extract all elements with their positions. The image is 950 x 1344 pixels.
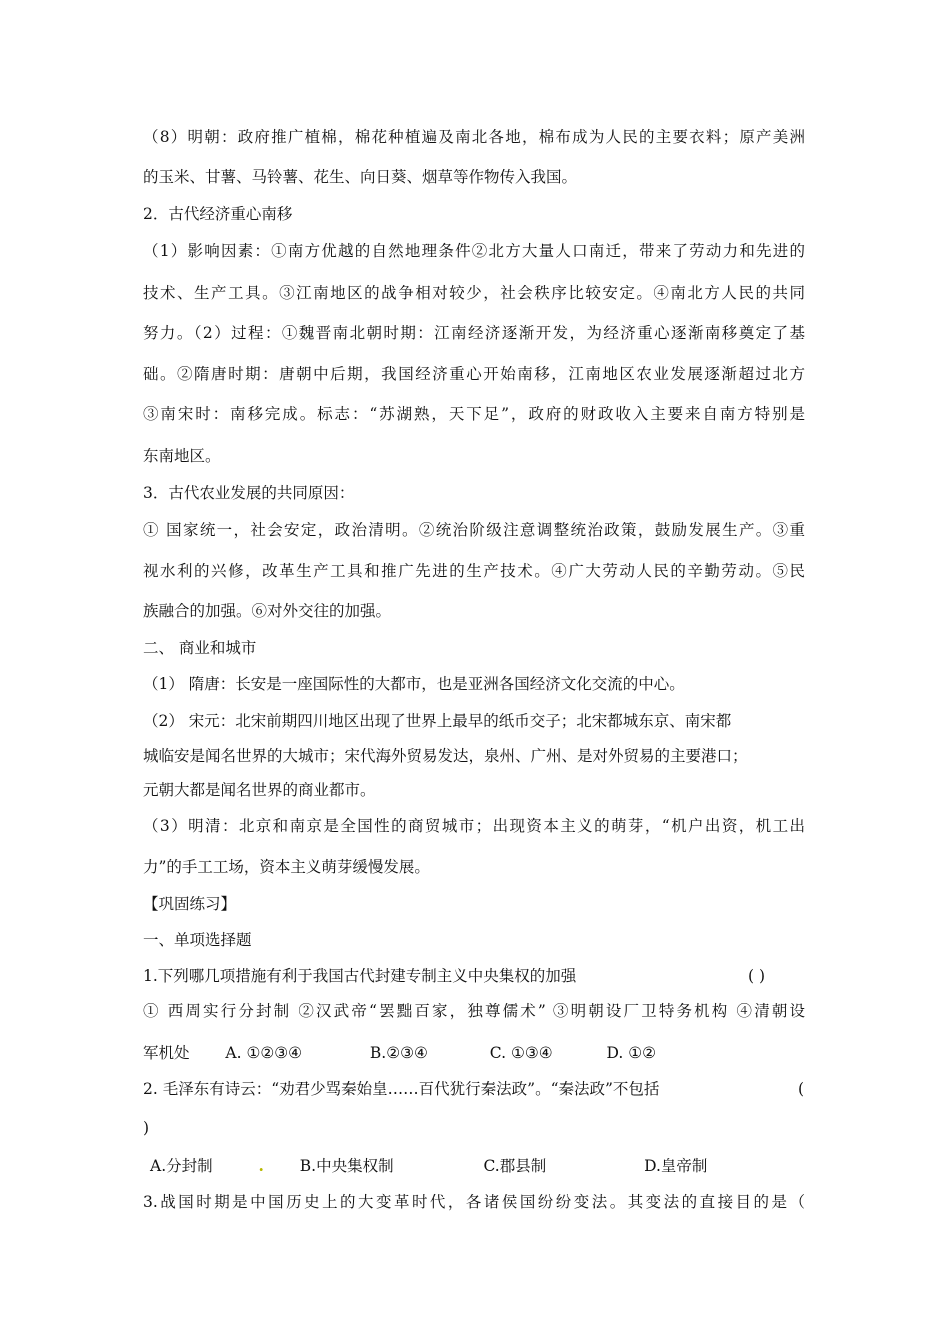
- question-1-answer-paren: ( ): [748, 967, 766, 985]
- question-1-text: 1.下列哪几项措施有利于我国古代封建专制主义中央集权的加强: [143, 967, 577, 985]
- text-line: 东南地区。: [143, 447, 221, 465]
- choice-c: C.郡县制: [483, 1157, 547, 1175]
- text-line: （1） 隋唐：长安是一座国际性的大都市，也是亚洲各国经济文化交流的中心。: [143, 675, 685, 693]
- text-line: 城临安是闻名世界的大城市；宋代海外贸易发达，泉州、广州、是对外贸易的主要港口；: [143, 747, 748, 765]
- section-heading: 3．古代农业发展的共同原因：: [143, 484, 355, 502]
- question-1-options: ① 西周实行分封制 ②汉武帝“罢黜百家，独尊儒术” ③明朝设厂卫特务机构 ④清朝设: [143, 1002, 805, 1020]
- text-line: 础。②隋唐时期：唐朝中后期，我国经济重心开始南移，江南地区农业发展逐渐超过北方: [143, 365, 805, 383]
- choice-prefix: 军机处: [143, 1044, 190, 1062]
- choice-a: A. ①②③④: [225, 1044, 303, 1062]
- text-line: 力”的手工工场，资本主义萌芽缓慢发展。: [143, 858, 430, 876]
- text-line: 的玉米、甘薯、马铃薯、花生、向日葵、烟草等作物传入我国。: [143, 168, 578, 186]
- text-line: （1）影响因素：①南方优越的自然地理条件②北方大量人口南迁，带来了劳动力和先进的: [143, 242, 805, 260]
- choice-a: A.分封制: [150, 1157, 213, 1175]
- section-heading: 【巩固练习】: [143, 895, 237, 913]
- section-heading: 一、单项选择题: [143, 931, 252, 949]
- section-heading: 2．古代经济重心南移: [143, 205, 293, 223]
- section-heading: 二、 商业和城市: [143, 639, 257, 657]
- question-2-paren-close: ): [143, 1119, 150, 1137]
- text-line: ① 国家统一，社会安定，政治清明。②统治阶级注意调整统治政策，鼓励发展生产。③重: [143, 521, 805, 539]
- question-1-choices: [143, 1043, 656, 1063]
- mark-dot: .: [258, 1156, 264, 1175]
- text-line: 元朝大都是闻名世界的商业都市。: [143, 781, 376, 799]
- text-line: 技术、生产工具。③江南地区的战争相对较少，社会秩序比较安定。④南北方人民的共同: [143, 284, 805, 302]
- question-3-text: 3.战国时期是中国历史上的大变革时代，各诸侯国纷纷变法。其变法的直接目的是（: [143, 1193, 805, 1211]
- text-line: （3）明清：北京和南京是全国性的商贸城市；出现资本主义的萌芽，“机户出资，机工出: [143, 817, 805, 835]
- text-line: （2） 宋元：北宋前期四川地区出现了世界上最早的纸币交子；北宋都城东京、南宋都: [143, 712, 732, 730]
- text-line: 族融合的加强。⑥对外交往的加强。: [143, 602, 392, 620]
- question-2-choices: [150, 1156, 707, 1176]
- choice-d: D.皇帝制: [644, 1157, 708, 1175]
- choice-c: C. ①③④: [489, 1044, 553, 1062]
- choice-b: B.中央集权制: [299, 1157, 394, 1175]
- choice-b: B.②③④: [369, 1044, 428, 1062]
- text-line: ③南宋时：南移完成。标志：“苏湖熟，天下足”，政府的财政收入主要来自南方特别是: [143, 405, 805, 423]
- choice-d: D. ①②: [606, 1044, 657, 1062]
- text-line: 努力。（2）过程：①魏晋南北朝时期：江南经济逐渐开发，为经济重心逐渐南移奠定了基: [143, 324, 805, 342]
- question-2-text: 2. 毛泽东有诗云：“劝君少骂秦始皇……百代犹行秦法政”。“秦法政”不包括: [143, 1080, 660, 1098]
- text-line: （8）明朝：政府推广植棉，棉花种植遍及南北各地，棉布成为人民的主要衣料；原产美洲: [143, 128, 805, 146]
- text-line: 视水利的兴修，改革生产工具和推广先进的生产技术。④广大劳动人民的辛勤劳动。⑤民: [143, 562, 805, 580]
- question-2-paren-open: (: [798, 1080, 805, 1098]
